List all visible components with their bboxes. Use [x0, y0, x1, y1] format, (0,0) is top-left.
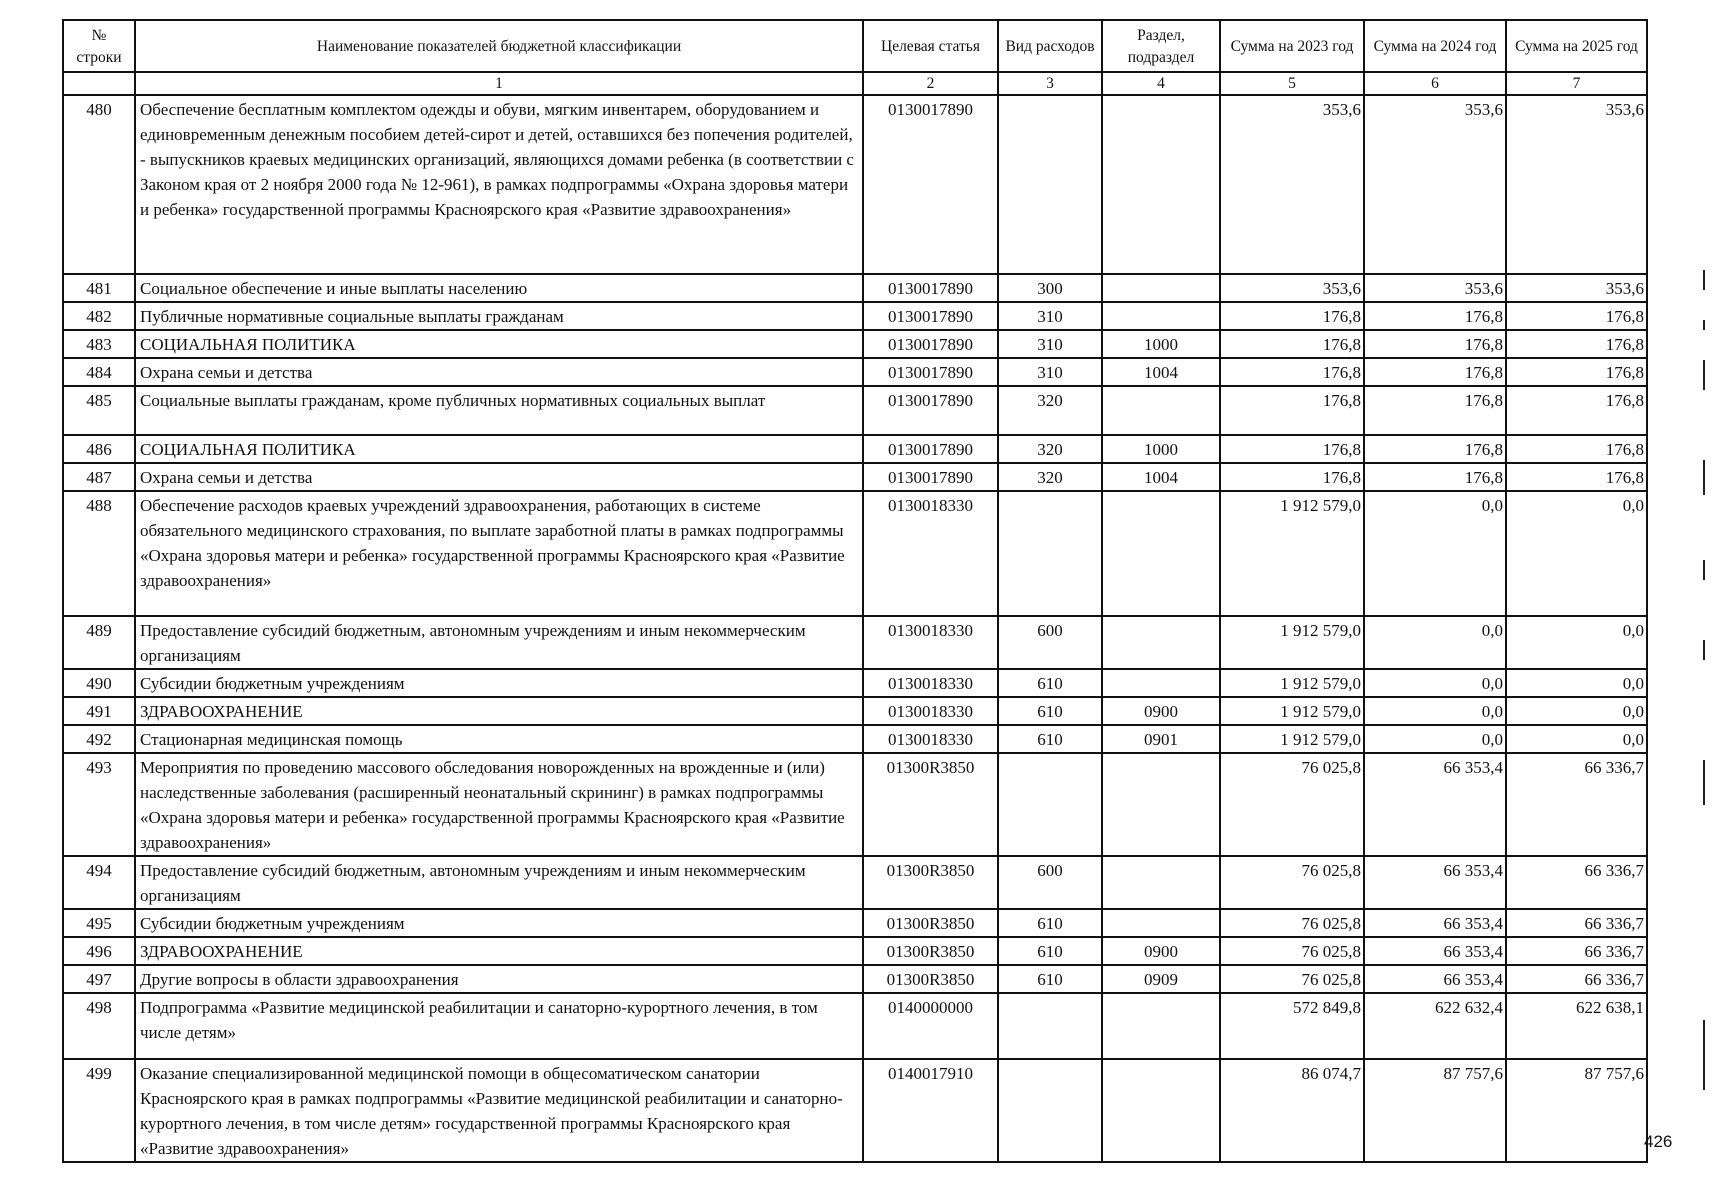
- table-row: [63, 856, 1647, 909]
- amount-2024: 66 353,4: [1364, 753, 1506, 856]
- row-number: 495: [63, 909, 135, 937]
- section-code: [1102, 1059, 1220, 1162]
- indicator-name: Стационарная медицинская помощь: [135, 725, 863, 753]
- table-row: [63, 330, 1647, 358]
- amount-2023: 353,6: [1220, 274, 1364, 302]
- row-number: 484: [63, 358, 135, 386]
- amount-2025: 176,8: [1506, 330, 1647, 358]
- section-code: [1102, 302, 1220, 330]
- column-number: 2: [863, 72, 998, 95]
- expense-type: 320: [998, 386, 1102, 435]
- amount-2023: 353,6: [1220, 95, 1364, 274]
- amount-2024: 0,0: [1364, 697, 1506, 725]
- amount-2025: 176,8: [1506, 358, 1647, 386]
- table-body: [63, 95, 1647, 1162]
- section-code: [1102, 386, 1220, 435]
- amount-2024: 176,8: [1364, 463, 1506, 491]
- expense-type: 610: [998, 965, 1102, 993]
- amount-2024: 0,0: [1364, 669, 1506, 697]
- target-article-code: 0130018330: [863, 491, 998, 616]
- expense-type: 310: [998, 302, 1102, 330]
- amount-2024: 176,8: [1364, 330, 1506, 358]
- header-row-number: № строки: [63, 20, 135, 72]
- table-row: [63, 274, 1647, 302]
- expense-type: 300: [998, 274, 1102, 302]
- target-article-code: 0130018330: [863, 697, 998, 725]
- amount-2023: 1 912 579,0: [1220, 491, 1364, 616]
- expense-type: 610: [998, 725, 1102, 753]
- header-section: Раздел, подраздел: [1102, 20, 1220, 72]
- row-number: 480: [63, 95, 135, 274]
- expense-type: [998, 1059, 1102, 1162]
- indicator-name: Оказание специализированной медицинской помощи в общесоматическом санатории Красноярского края в рамках подпрограммы «Развитие медицинской реабилитации и санаторно-курортного лечения, в том числе детям» государственной программы Красноярского края «Развитие здравоохранения»: [135, 1059, 863, 1162]
- expense-type: 600: [998, 616, 1102, 669]
- indicator-name: Предоставление субсидий бюджетным, автономным учреждениям и иным некоммерческим организациям: [135, 616, 863, 669]
- target-article-code: 01300R3850: [863, 937, 998, 965]
- section-code: 1004: [1102, 358, 1220, 386]
- amount-2023: 86 074,7: [1220, 1059, 1364, 1162]
- row-number: 492: [63, 725, 135, 753]
- amount-2025: 66 336,7: [1506, 909, 1647, 937]
- amount-2024: 353,6: [1364, 95, 1506, 274]
- amount-2024: 87 757,6: [1364, 1059, 1506, 1162]
- row-number: 486: [63, 435, 135, 463]
- amount-2025: 87 757,6: [1506, 1059, 1647, 1162]
- expense-type: 610: [998, 697, 1102, 725]
- column-number-row: [63, 72, 1647, 95]
- column-number: 4: [1102, 72, 1220, 95]
- table-row: [63, 669, 1647, 697]
- table-row: [63, 937, 1647, 965]
- row-number: 497: [63, 965, 135, 993]
- amount-2025: 176,8: [1506, 302, 1647, 330]
- expense-type: 600: [998, 856, 1102, 909]
- header-sum-2023: Сумма на 2023 год: [1220, 20, 1364, 72]
- table-row: [63, 697, 1647, 725]
- target-article-code: 0130017890: [863, 386, 998, 435]
- indicator-name: Обеспечение расходов краевых учреждений здравоохранения, работающих в системе обязательного медицинского страхования, по выплате заработной платы в рамках подпрограммы «Охрана здоровья матери и ребенка» государственной программы Красноярского края «Развитие здравоохранения»: [135, 491, 863, 616]
- target-article-code: 0130017890: [863, 302, 998, 330]
- table-row: [63, 1059, 1647, 1162]
- amount-2024: 66 353,4: [1364, 909, 1506, 937]
- indicator-name: Охрана семьи и детства: [135, 358, 863, 386]
- indicator-name: Субсидии бюджетным учреждениям: [135, 909, 863, 937]
- header-row: [63, 20, 1647, 72]
- section-code: 0900: [1102, 937, 1220, 965]
- section-code: [1102, 909, 1220, 937]
- section-code: [1102, 95, 1220, 274]
- section-code: 0909: [1102, 965, 1220, 993]
- section-code: [1102, 856, 1220, 909]
- indicator-name: Публичные нормативные социальные выплаты гражданам: [135, 302, 863, 330]
- expense-type: 310: [998, 330, 1102, 358]
- row-number: 489: [63, 616, 135, 669]
- amount-2025: 176,8: [1506, 463, 1647, 491]
- amount-2024: 66 353,4: [1364, 937, 1506, 965]
- row-number: 496: [63, 937, 135, 965]
- amount-2023: 572 849,8: [1220, 993, 1364, 1059]
- table-row: [63, 965, 1647, 993]
- amount-2025: 0,0: [1506, 616, 1647, 669]
- target-article-code: 0130017890: [863, 330, 998, 358]
- amount-2025: 353,6: [1506, 95, 1647, 274]
- amount-2023: 76 025,8: [1220, 856, 1364, 909]
- expense-type: 310: [998, 358, 1102, 386]
- indicator-name: Другие вопросы в области здравоохранения: [135, 965, 863, 993]
- amount-2025: 622 638,1: [1506, 993, 1647, 1059]
- table-row: [63, 909, 1647, 937]
- row-number: 481: [63, 274, 135, 302]
- section-code: 0901: [1102, 725, 1220, 753]
- amount-2023: 176,8: [1220, 330, 1364, 358]
- table-row: [63, 993, 1647, 1059]
- target-article-code: 0130017890: [863, 463, 998, 491]
- target-article-code: 01300R3850: [863, 856, 998, 909]
- amount-2024: 66 353,4: [1364, 965, 1506, 993]
- amount-2025: 176,8: [1506, 386, 1647, 435]
- section-code: 0900: [1102, 697, 1220, 725]
- section-code: 1000: [1102, 435, 1220, 463]
- amount-2023: 1 912 579,0: [1220, 669, 1364, 697]
- table-row: [63, 616, 1647, 669]
- amount-2023: 1 912 579,0: [1220, 725, 1364, 753]
- amount-2025: 353,6: [1506, 274, 1647, 302]
- section-code: [1102, 274, 1220, 302]
- amount-2023: 76 025,8: [1220, 753, 1364, 856]
- column-number: 7: [1506, 72, 1647, 95]
- header-expense-type: Вид расходов: [998, 20, 1102, 72]
- amount-2025: 66 336,7: [1506, 753, 1647, 856]
- column-number: 1: [135, 72, 863, 95]
- indicator-name: Субсидии бюджетным учреждениям: [135, 669, 863, 697]
- target-article-code: 0130017890: [863, 95, 998, 274]
- indicator-name: Социальное обеспечение и иные выплаты населению: [135, 274, 863, 302]
- section-code: 1000: [1102, 330, 1220, 358]
- amount-2025: 0,0: [1506, 669, 1647, 697]
- amount-2025: 0,0: [1506, 725, 1647, 753]
- target-article-code: 0130017890: [863, 274, 998, 302]
- section-code: 1004: [1102, 463, 1220, 491]
- column-number: 6: [1364, 72, 1506, 95]
- amount-2024: 622 632,4: [1364, 993, 1506, 1059]
- amount-2024: 176,8: [1364, 302, 1506, 330]
- table-row: [63, 358, 1647, 386]
- amount-2024: 353,6: [1364, 274, 1506, 302]
- amount-2025: 0,0: [1506, 491, 1647, 616]
- amount-2025: 0,0: [1506, 697, 1647, 725]
- amount-2023: 76 025,8: [1220, 965, 1364, 993]
- row-number: 490: [63, 669, 135, 697]
- target-article-code: 0130018330: [863, 669, 998, 697]
- table-row: [63, 386, 1647, 435]
- indicator-name: Социальные выплаты гражданам, кроме публичных нормативных социальных выплат: [135, 386, 863, 435]
- amount-2025: 66 336,7: [1506, 965, 1647, 993]
- section-code: [1102, 616, 1220, 669]
- amount-2025: 66 336,7: [1506, 856, 1647, 909]
- indicator-name: Предоставление субсидий бюджетным, автономным учреждениям и иным некоммерческим организациям: [135, 856, 863, 909]
- header-sum-2025: Сумма на 2025 год: [1506, 20, 1647, 72]
- target-article-code: 01300R3850: [863, 909, 998, 937]
- amount-2023: 1 912 579,0: [1220, 616, 1364, 669]
- column-number-blank: [63, 72, 135, 95]
- amount-2023: 76 025,8: [1220, 909, 1364, 937]
- amount-2023: 176,8: [1220, 302, 1364, 330]
- indicator-name: Обеспечение бесплатным комплектом одежды и обуви, мягким инвентарем, оборудованием и единовременным денежным пособием детей-сирот и детей, оставшихся без попечения родителей, - выпускников краевых медицинских организаций, являющихся домами ребенка (в соответствии с Законом края от 2 ноября 2000 года № 12-961), в рамках подпрограммы «Охрана здоровья матери и ребенка» государственной программы Красноярского края «Развитие здравоохранения»: [135, 95, 863, 274]
- scan-edge-marks: [1703, 0, 1709, 1200]
- table-row: [63, 491, 1647, 616]
- amount-2024: 176,8: [1364, 435, 1506, 463]
- indicator-name: ЗДРАВООХРАНЕНИЕ: [135, 937, 863, 965]
- row-number: 483: [63, 330, 135, 358]
- target-article-code: 0130018330: [863, 725, 998, 753]
- table-row: [63, 753, 1647, 856]
- column-number: 5: [1220, 72, 1364, 95]
- section-code: [1102, 753, 1220, 856]
- amount-2025: 66 336,7: [1506, 937, 1647, 965]
- target-article-code: 0130018330: [863, 616, 998, 669]
- target-article-code: 01300R3850: [863, 965, 998, 993]
- row-number: 482: [63, 302, 135, 330]
- row-number: 491: [63, 697, 135, 725]
- amount-2024: 0,0: [1364, 725, 1506, 753]
- column-number: 3: [998, 72, 1102, 95]
- amount-2024: 0,0: [1364, 616, 1506, 669]
- amount-2024: 176,8: [1364, 386, 1506, 435]
- table-row: [63, 463, 1647, 491]
- expense-type: 610: [998, 909, 1102, 937]
- indicator-name: Подпрограмма «Развитие медицинской реабилитации и санаторно-курортного лечения, в том числе детям»: [135, 993, 863, 1059]
- row-number: 494: [63, 856, 135, 909]
- expense-type: 610: [998, 669, 1102, 697]
- indicator-name: Охрана семьи и детства: [135, 463, 863, 491]
- section-code: [1102, 993, 1220, 1059]
- target-article-code: 0140000000: [863, 993, 998, 1059]
- section-code: [1102, 669, 1220, 697]
- amount-2023: 176,8: [1220, 435, 1364, 463]
- header-target-article: Целевая статья: [863, 20, 998, 72]
- indicator-name: ЗДРАВООХРАНЕНИЕ: [135, 697, 863, 725]
- amount-2023: 176,8: [1220, 358, 1364, 386]
- row-number: 499: [63, 1059, 135, 1162]
- amount-2024: 0,0: [1364, 491, 1506, 616]
- expense-type: 320: [998, 435, 1102, 463]
- amount-2024: 66 353,4: [1364, 856, 1506, 909]
- target-article-code: 0130017890: [863, 435, 998, 463]
- expense-type: [998, 491, 1102, 616]
- header-sum-2024: Сумма на 2024 год: [1364, 20, 1506, 72]
- row-number: 487: [63, 463, 135, 491]
- amount-2023: 176,8: [1220, 463, 1364, 491]
- expense-type: [998, 993, 1102, 1059]
- expense-type: [998, 95, 1102, 274]
- target-article-code: 0140017910: [863, 1059, 998, 1162]
- table-row: [63, 302, 1647, 330]
- page-number: 426: [1644, 1132, 1673, 1151]
- row-number: 485: [63, 386, 135, 435]
- indicator-name: Мероприятия по проведению массового обследования новорожденных на врожденные и (или) наследственные заболевания (расширенный неонатальный скрининг) в рамках подпрограммы «Охрана здоровья матери и ребенка» государственной программы Красноярского края «Развитие здравоохранения»: [135, 753, 863, 856]
- target-article-code: 0130017890: [863, 358, 998, 386]
- target-article-code: 01300R3850: [863, 753, 998, 856]
- table-row: [63, 435, 1647, 463]
- indicator-name: СОЦИАЛЬНАЯ ПОЛИТИКА: [135, 435, 863, 463]
- row-number: 493: [63, 753, 135, 856]
- table-row: [63, 95, 1647, 274]
- header-indicator-name: Наименование показателей бюджетной классификации: [135, 20, 863, 72]
- section-code: [1102, 491, 1220, 616]
- expense-type: 320: [998, 463, 1102, 491]
- amount-2024: 176,8: [1364, 358, 1506, 386]
- expense-type: 610: [998, 937, 1102, 965]
- amount-2023: 1 912 579,0: [1220, 697, 1364, 725]
- indicator-name: СОЦИАЛЬНАЯ ПОЛИТИКА: [135, 330, 863, 358]
- budget-table: [62, 19, 1648, 1163]
- table-row: [63, 725, 1647, 753]
- amount-2023: 76 025,8: [1220, 937, 1364, 965]
- amount-2023: 176,8: [1220, 386, 1364, 435]
- expense-type: [998, 753, 1102, 856]
- row-number: 488: [63, 491, 135, 616]
- amount-2025: 176,8: [1506, 435, 1647, 463]
- row-number: 498: [63, 993, 135, 1059]
